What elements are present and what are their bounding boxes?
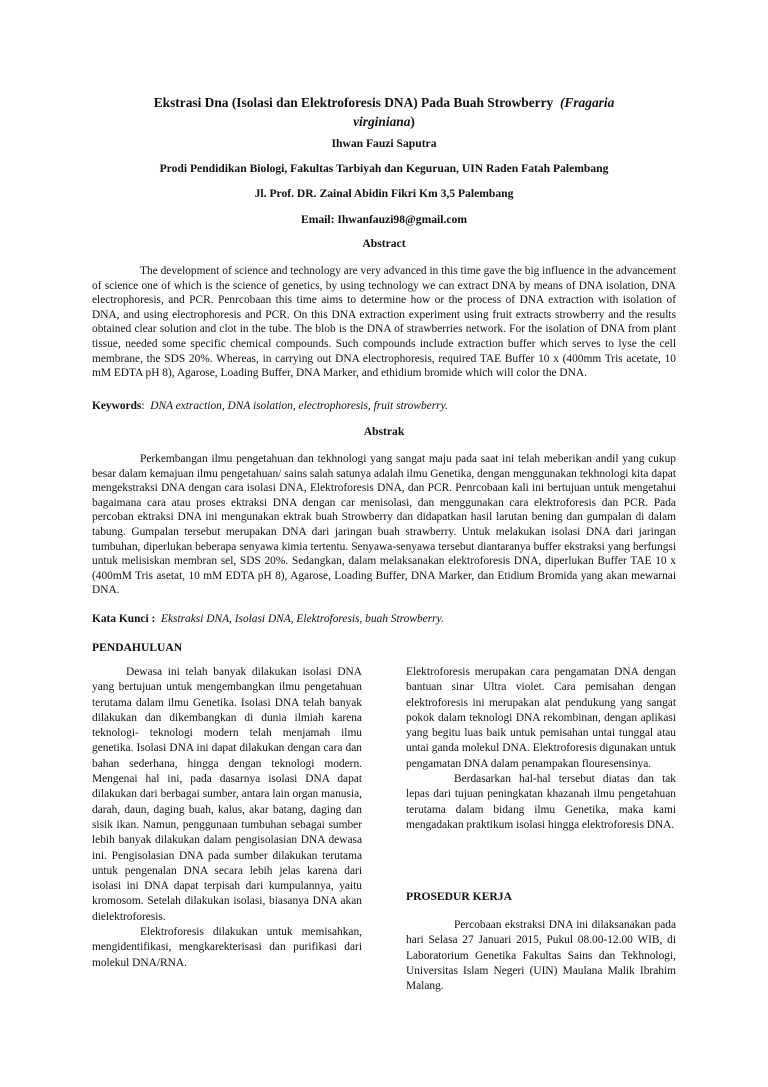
intro-right-paragraph-2: [406, 772, 676, 833]
abstrak-body: Perkembangan ilmu pengetahuan dan tekhnologi yang sangat maju pada saat ini telah meberikan andil yang cukup besar dalam kemajuan ilmu pengetahuan/ sains salah satunya adalah ilmu Genetika, dengan menggunakan tekhnologi kita dapat mengekstraksi DNA dengan cara isolasi DNA, Elektroforesis DNA, dan PCR. Penrcobaan kali ini bertujuan untuk mengetahui bagaimana cara atau proses ektraksi DNA dengan car menisolasi, dan menggunakan cara elektroforesis dan PCR. Pada percoban ektraksi DNA ini mengunakan ektrak buah Strowberry dan didapatkan hasil larutan bening dan gumpalan di dalam tabung. Gumpalan tersebut merupakan DNA dari jaringan buah strawberry. Untuk melakukan isolasi DNA dari jaringan tumbuhan, diperlukan beberapa senyawa kimia tertentu. Senyawa-senyawa tersebut diantaranya buffer ekstraksi yang berfungsi untuk melisiskan membran sel, SDS 20%. Sedangkan, dalam melaksanakan elektroforesis DNA, diperlukan Buffer TAE 10 x (400mM Tris asetat, 10 mM EDTA pH 8), Agarose, Loading Buffer, DNA Marker, dan Etidium Bromida yang akan mewarnai DNA.: [92, 453, 676, 597]
intro-left-text-2: Elektroforesis dilakukan untuk memisahkan, mengidentifikasi, mengkarekterisasi dan purifikasi dari molekul DNA/RNA.: [92, 926, 362, 969]
kata-kunci-value: Ekstraksi DNA, Isolasi DNA, Elektroforesis, buah Strowberry.: [161, 613, 444, 625]
method-heading: PROSEDUR KERJA: [406, 890, 512, 903]
intro-right-text-1: Elektroforesis merupakan cara pengamatan DNA dengan bantuan sinar Ultra violet. Cara pemisahan dengan elektroforesis ini merupakan alat pendukung yang sangat pokok dalam teknologi DNA rekombinan, dengan aplikasi yang begitu luas baik untuk pemisahan untai tunggal atau untai ganda molekul DNA. Elektroforesis digunakan untuk pengamatan DNA dalam penampakan flouresensinya.: [406, 666, 676, 770]
intro-heading: PENDAHULUAN: [92, 641, 183, 654]
method-paragraph-1: [406, 918, 676, 994]
email: Email: Ihwanfauzi98@gmail.com: [300, 213, 467, 226]
author: Ihwan Fauzi Saputra: [331, 137, 437, 150]
intro-right-paragraph-1: [406, 665, 676, 772]
keywords-value: DNA extraction, DNA isolation, electrophoresis, fruit strowberry.: [150, 400, 448, 412]
title-main: Ekstrasi Dna (Isolasi dan Elektroforesis DNA) Pada Buah Strowberry: [153, 95, 554, 110]
keywords-label: Keywords: [92, 400, 142, 412]
keywords-sep: :: [141, 400, 145, 412]
left-column: [92, 665, 362, 971]
keywords-line: [92, 399, 676, 414]
abstrak-text: [92, 452, 676, 598]
paper-title: [92, 93, 676, 131]
intro-left-paragraph-2: [92, 925, 362, 971]
title-paren: ): [410, 114, 415, 129]
title-species-open: (Fragaria: [559, 95, 615, 110]
method-text-1: Percobaan ekstraksi DNA ini dilaksanakan pada hari Selasa 27 Januari 2015, Pukul 08.00-12.00 WIB, di Laboratorium Genetika Fakultas Sains dan Tekhnologi, Universitas Islam Negeri (UIN) Maulana Malik Ibrahim Malang.: [406, 919, 676, 993]
kata-kunci-label: Kata Kunci :: [92, 613, 156, 625]
affiliation: Prodi Pendidikan Biologi, Fakultas Tarbiyah dan Keguruan, UIN Raden Fatah Palembang: [159, 162, 609, 175]
abstract-body: The development of science and technology are very advanced in this time gave the big influence in the advancement of science one of which is the science of genetics, by using technology we can extract DNA by means of DNA isolation, DNA electrophoresis, and PCR. Penrcobaan this time aims to determine how or the process of DNA extraction with isolation of DNA, and using electrophoresis and PCR. On this DNA extraction experiment using fruit extracts strowberry and the results obtained clear solution and clot in the tube. The blob is the DNA of strawberries network. For the isolation of DNA from plant tissue, needed some specific chemical compounds. Such compounds include extraction buffer which serves to lyse the cell membrane, the SDS 20%. Whereas, in carrying out DNA electrophoresis, required TAE Buffer 10 x (400mm Tris acetate, 10 mM EDTA pH 8), Agarose, Loading Buffer, DNA Marker, and ethidium bromide which will color the DNA.: [92, 265, 676, 380]
intro-left-text-1: Dewasa ini telah banyak dilakukan isolasi DNA yang bertujuan untuk mengembangkan ilmu pengetahuan terutama dalam ilmu Genetika. Isolasi DNA telah banyak dilakukan dan dikembangkan di dunia ilmiah karena teknologi- teknologi modern telah menjamah ilmu genetika. Isolasi DNA ini dapat dilakukan dengan cara dan bahan sederhana, hingga dengan teknologi modern. Mengenai hal ini, pada dasarnya isolasi DNA dapat dilakukan dari berbagai sumber, antara lain organ manusia, darah, daun, daging buah, kalus, akar batang, daging dan sisik ikan. Namun, penggunaan tumbuhan sebagai sumber lebih banyak dilakukan dalam pengisolasian DNA dewasa ini. Pengisolasian DNA pada sumber dilakukan terutama untuk pengenalan DNA secara lebih jelas karena dari isolasi ini DNA dapat terpisah dari kumpulannya, yaitu kromosom. Setelah dilakukan isolasi, biasanya DNA akan dielektroforesis.: [92, 666, 362, 923]
abstract-heading: Abstract: [362, 237, 406, 250]
abstrak-heading: Abstrak: [363, 425, 405, 438]
kata-kunci-line: [92, 612, 676, 627]
method-column: [406, 918, 676, 994]
right-column: [406, 665, 676, 833]
intro-right-text-2: Berdasarkan hal-hal tersebut diatas dan tak lepas dari tujuan peningkatan khazanah ilmu pengetahuan terutama dalam bidang ilmu Genetika, maka kami mengadakan praktikum isolasi hingga elektroforesis DNA.: [406, 773, 676, 831]
address: Jl. Prof. DR. Zainal Abidin Fikri Km 3,5 Palembang: [254, 187, 514, 200]
abstract-text: [92, 264, 676, 381]
title-species-close: virginiana: [353, 114, 411, 129]
intro-left-paragraph-1: [92, 665, 362, 925]
